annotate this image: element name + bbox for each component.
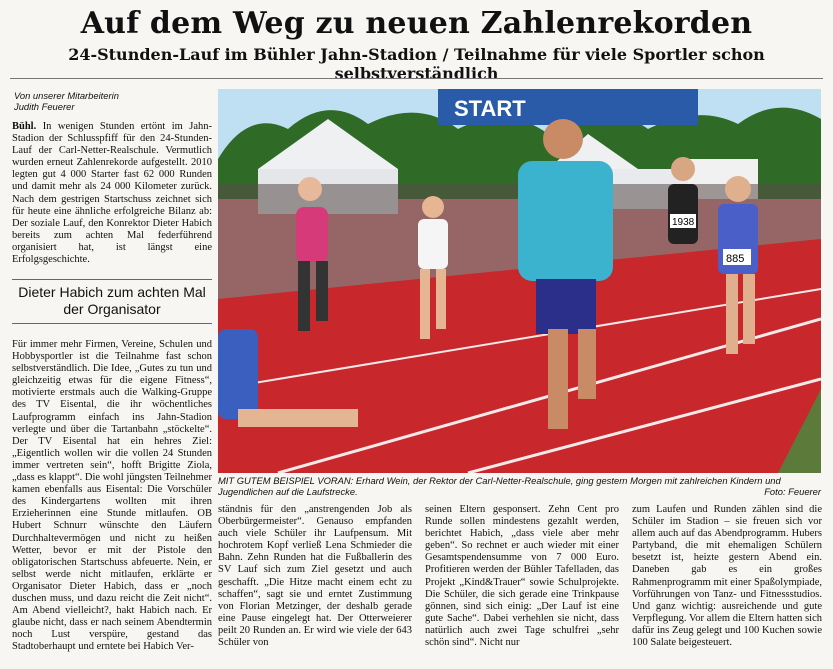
bib-number-1: 1938 bbox=[672, 217, 695, 228]
byline bbox=[14, 90, 210, 112]
byline-line-1: Von unserer Mitarbeiterin bbox=[14, 90, 119, 101]
race-photo-illustration bbox=[218, 89, 821, 473]
article-column-1-bottom: Für immer mehr Firmen, Vereine, Schulen und Hobbysportler ist die Teilnahme fast schon selbstverständlich. Die Idee, „Gutes zu tun und gleichzeitig etwas für die eigene Fitness“, motivierte erstmals auch die Walking-Gruppe des TV Eisental, die ihr wöchentliches Laufprogramm einfach ins Jahn-Stadion verlegte und über die Tartanbahn „stöckelte“. Der TV Eisental hat ein hehres Ziel: „Eigentlich wollen wir die vollen 24 Stunden immer vertreten sein“, hofft Brigitte Ziola, „dass es klappt“. Die wohl jüngsten Teilnehmer kamen ebenfalls aus Eisental: Die Vorschüler des Kindergartens wollten mit ihren Erzieherinnen eine Stunde mitlaufen. OB Hubert Schnurr wünschte den Läufern Durchhaltevermögen und nicht zu heißen Wetter, bevor er mit der Pistole den obligatorischen Startschuss abfeuerte. Nein, er selbst werde nicht mitlaufen, erklärte er Organisator Dieter Habich, dass er „noch duschen muss, und dazu reicht die Zeit nicht“. Am Abend vielleicht?, hakt Habich nach. Er glaube nicht, dass er nach seinem Abendtermin noch Lust verspüre, gestand das Stadtoberhaupt und erntete bei Habich Ver- bbox=[12, 339, 212, 653]
start-banner-text: START bbox=[454, 96, 526, 121]
photo-caption bbox=[218, 475, 821, 497]
runner-bib-1938 bbox=[668, 157, 698, 244]
headline: Auf dem Weg zu neuen Zahlenrekorden bbox=[80, 6, 753, 41]
article-column-1-top bbox=[12, 121, 212, 271]
article-column-2: ständnis für den „anstrengenden Job als Oberbürgermeister“. Genauso empfanden auch viele Schüler ihr Laufpensum. Mit hochrotem Kopf verließ Lena Schmieder die Bahn. Zehn Runden hat die Fußballerin des SV Lauf sich zum Ziel gesetzt und auch geschafft. „Die Hitze macht einem echt zu schaffen“, sagt sie und erntet Zustimmung von Florian Metzinger, der deshalb gerade eine Pause eingelegt hat. Der Otterweierer peilt 20 Runden an. Er wird wie viele der 643 Schüler von bbox=[218, 504, 412, 649]
lead-paragraph: In wenigen Stunden ertönt im Jahn-Stadion der Schlusspfiff für den 24-Stunden-Lauf der Carl-Netter-Realschule. Vermutlich wurden erneut Zahlenrekorde aufgestellt. 2010 legten gut 4 000 Starter fast 62 000 Runden und damit mehr als 24 000 Kilometer zurück. Nach dem gestrigen Startschuss zeichnet sich für heute eine ähnliche erfolgreiche Bilanz ab: Der soziale Lauf, den Konrektor Dieter Habich bereits zum achten Mal federführend organisiert hat, ist längst eine Erfolgsgeschichte. bbox=[12, 121, 212, 266]
bib-number-2: 885 bbox=[726, 253, 745, 265]
article-column-3: seinen Eltern gesponsert. Zehn Cent pro Runde sollen mindestens gezahlt werden, berichtet Habich, „dass viele aber mehr geben“. So rechnet er auch wieder mit einer Gesamtspendensumme von 7 000 Euro. Profitieren werden der Bühler Tafelladen, das Projekt „Kind&Trauer“ sowie Schulprojekte. Die Schüler, die sich gerade eine Trinkpause gönnen, sind sich einig: „Der Lauf ist eine gute Sache“. Dabei verhehlen sie nicht, dass natürlich auch zwei Tage schulfrei „sehr schön sind“. Nicht nur bbox=[425, 504, 619, 649]
subheadline: 24-Stunden-Lauf im Bühler Jahn-Stadion / Teilnahme für viele Sportler schon selbstverständlich bbox=[68, 45, 765, 83]
dateline-place: Bühl. bbox=[12, 121, 37, 132]
header-rule bbox=[10, 78, 823, 79]
byline-author: Judith Feuerer bbox=[14, 101, 75, 112]
intertitle-rule-bottom bbox=[12, 323, 212, 324]
article-column-4: zum Laufen und Runden zählen sind die Schüler im Stadion – sie freuen sich vor allem auch auf das Abendprogramm. Hubers Partyband, die mit ehemaligen Schülern besetzt ist, heizte gestern Abend ein. Daneben gab es ein großes Rahmenprogramm mit einer Spaßolympiade, Vorführungen von Tanz- und Fitnessstudios. Und ganz wichtig: ausreichende und gute Verpflegung. Vor allem die Eltern hatten sich dafür ins Zeug gelegt und 100 Kuchen sowie 100 Salate beigesteuert. bbox=[632, 504, 822, 649]
race-photo bbox=[218, 89, 821, 473]
intertitle-rule-top bbox=[12, 279, 212, 280]
photo-credit: Foto: Feuerer bbox=[764, 486, 821, 497]
photo-caption-text: MIT GUTEM BEISPIEL VORAN: Erhard Wein, der Rektor der Carl-Netter-Realschule, ging gestern Morgen mit zahlreichen Kindern und Jugendlichen auf die Laufstrecke. bbox=[218, 475, 781, 497]
intertitle: Dieter Habich zum achten Mal der Organisator bbox=[18, 284, 206, 317]
